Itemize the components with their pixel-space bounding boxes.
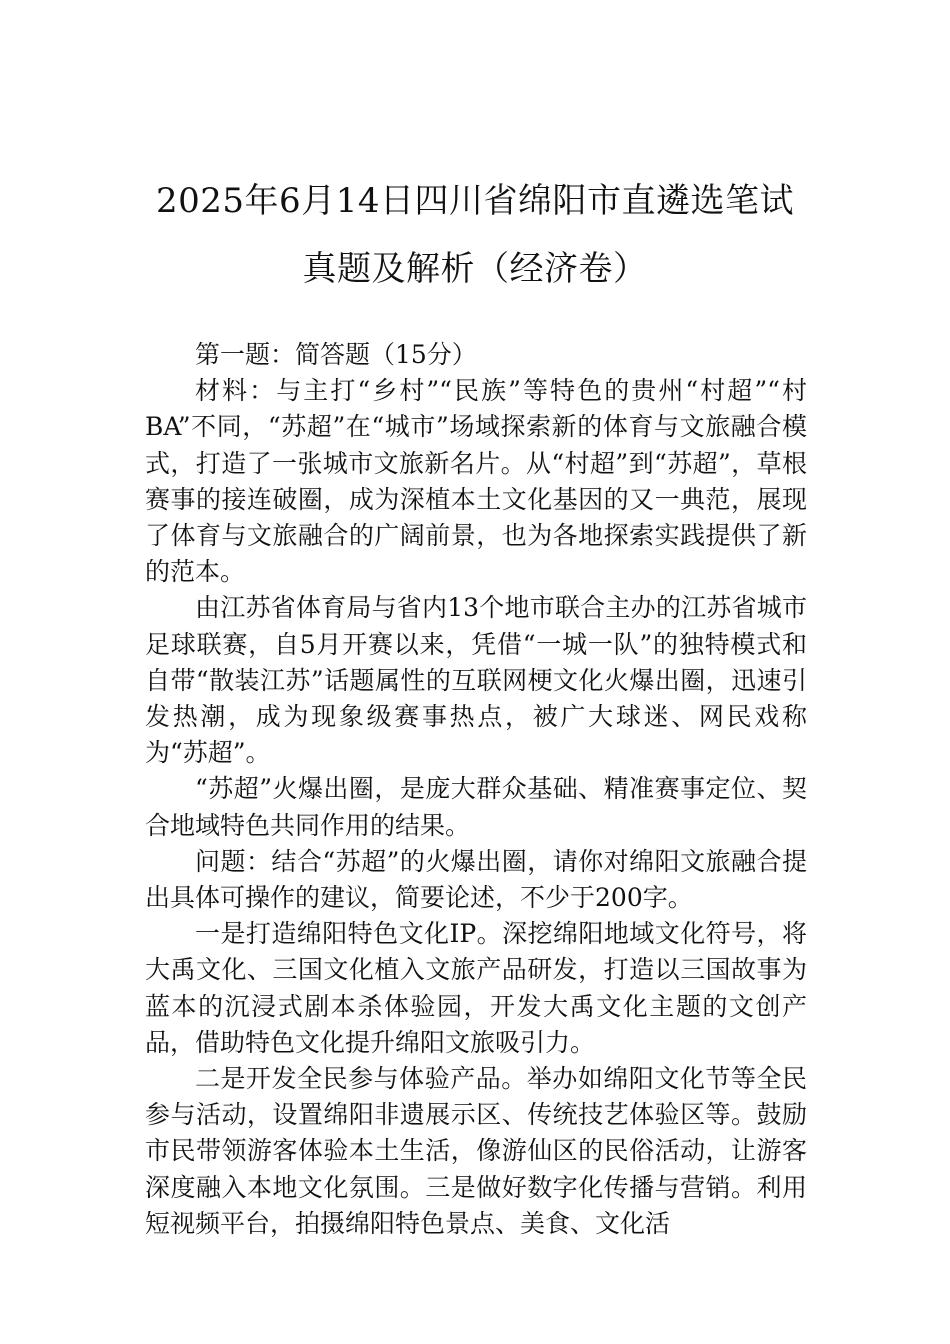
material-paragraph-2: 由江苏省体育局与省内13个地市联合主办的江苏省城市足球联赛，自5月开赛以来，凭借“一城一队”的独特模式和自带“散装江苏”话题属性的互联网梗文化火爆出圈，迅速引发热潮，成为现象级赛事热点，被广大球迷、网民戏称为“苏超”。	[145, 593, 807, 768]
question-heading: 第一题：简答题（15分）	[195, 340, 477, 369]
document-body	[145, 337, 807, 1242]
answer-paragraph-1: 一是打造绵阳特色文化IP。深挖绵阳地域文化符号，将大禹文化、三国文化植入文旅产品研发，打造以三国故事为蓝本的沉浸式剧本杀体验园，开发大禹文化主题的文创产品，借助特色文化提升绵阳文旅吸引力。	[145, 919, 807, 1057]
material-paragraph-3: “苏超”火爆出圈，是庞大群众基础、精准赛事定位、契合地域特色共同作用的结果。	[145, 774, 807, 840]
answer-paragraph-2: 二是开发全民参与体验产品。举办如绵阳文化节等全民参与活动，设置绵阳非遗展示区、传统技艺体验区等。鼓励市民带领游客体验本土生活，像游仙区的民俗活动，让游客深度融入本地文化氛围。三是做好数字化传播与营销。利用短视频平台，拍摄绵阳特色景点、美食、文化活	[145, 1064, 807, 1238]
material-paragraph-1: 材料：与主打“乡村”“民族”等特色的贵州“村超”“村BA”不同，“苏超”在“城市”场域探索新的体育与文旅融合模式，打造了一张城市文旅新名片。从“村超”到“苏超”，草根赛事的接连破圈，成为深植本土文化基因的又一典范，展现了体育与文旅融合的广阔前景，也为各地探索实践提供了新的范本。	[145, 376, 807, 587]
question-paragraph: 问题：结合“苏超”的火爆出圈，请你对绵阳文旅融合提出具体可操作的建议，简要论述，不少于200字。	[145, 846, 807, 913]
document-title-line-1: 2025年6月14日四川省绵阳市直遴选笔试	[156, 181, 794, 221]
document-title-line-2: 真题及解析（经济卷）	[302, 249, 648, 289]
